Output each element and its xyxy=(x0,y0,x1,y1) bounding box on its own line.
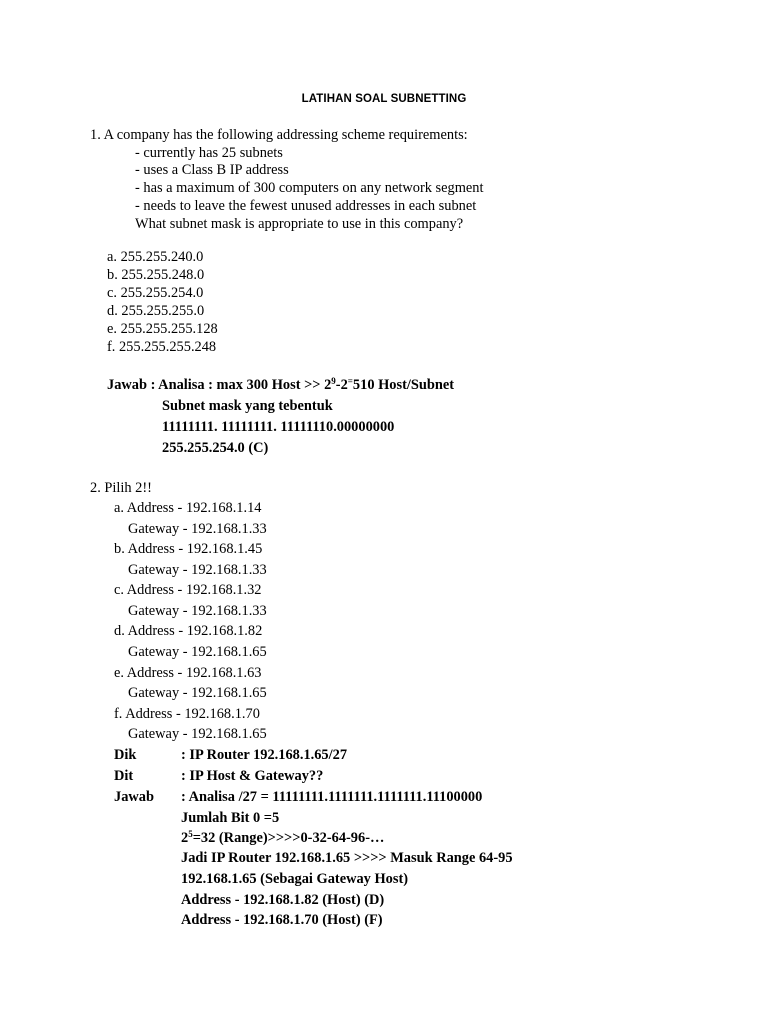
q1-option: a. 255.255.240.0 xyxy=(107,249,204,265)
q2-dit-label: Dit xyxy=(114,768,134,784)
q1-answer-exp2: = xyxy=(347,376,353,386)
q1-requirement: - uses a Class B IP address xyxy=(135,162,289,178)
q1-answer-exp1: 9 xyxy=(331,376,336,386)
q2-dik-label: Dik xyxy=(114,747,137,763)
q1-answer-mid: -2 xyxy=(335,377,348,393)
q2-gateway-host: 192.168.1.65 (Sebagai Gateway Host) xyxy=(181,871,409,887)
q2-option-address: a. Address - 192.168.1.14 xyxy=(114,500,262,516)
q2-option-address: d. Address - 192.168.1.82 xyxy=(114,623,263,639)
q1-option: b. 255.255.248.0 xyxy=(107,267,205,283)
q2-range-line xyxy=(181,829,384,847)
q2-option-address: f. Address - 192.168.1.70 xyxy=(114,706,260,722)
q2-dit-value: : IP Host & Gateway?? xyxy=(181,768,324,784)
q2-option-gateway: Gateway - 192.168.1.65 xyxy=(128,644,267,660)
q2-range-rest: =32 (Range)>>>>0-32-64-96-… xyxy=(192,830,385,846)
q2-jawab-label: Jawab xyxy=(114,789,154,805)
q2-option-address: e. Address - 192.168.1.63 xyxy=(114,665,262,681)
q2-jawab-value: : Analisa /27 = 11111111.1111111.1111111.11100000 xyxy=(181,789,483,805)
q2-option-gateway: Gateway - 192.168.1.33 xyxy=(128,562,267,578)
q1-prompt: What subnet mask is appropriate to use in this company? xyxy=(135,216,464,232)
q1-option: f. 255.255.255.248 xyxy=(107,339,217,355)
q1-option: c. 255.255.254.0 xyxy=(107,285,204,301)
q2-host-d: Address - 192.168.1.82 (Host) (D) xyxy=(181,892,385,908)
q2-option-address: c. Address - 192.168.1.32 xyxy=(114,582,262,598)
q1-answer-prefix: Jawab : Analisa : max 300 Host >> 2 xyxy=(107,377,332,393)
q2-range-base: 2 xyxy=(181,830,189,846)
q2-range-exp: 5 xyxy=(188,829,193,839)
q1-option: e. 255.255.255.128 xyxy=(107,321,218,337)
q1-answer-line xyxy=(107,376,454,394)
q1-answer-suffix: 510 Host/Subnet xyxy=(352,377,455,393)
q1-answer-binary: 11111111. 11111111. 11111110.00000000 xyxy=(162,419,395,435)
page-title: LATIHAN SOAL SUBNETTING xyxy=(301,93,467,105)
q1-answer-mask: 255.255.254.0 (C) xyxy=(162,440,269,456)
q1-question: 1. A company has the following addressing scheme requirements: xyxy=(90,127,468,143)
q2-option-gateway: Gateway - 192.168.1.65 xyxy=(128,685,267,701)
q1-option: d. 255.255.255.0 xyxy=(107,303,205,319)
q1-requirement: - needs to leave the fewest unused addresses in each subnet xyxy=(135,198,477,214)
q2-option-gateway: Gateway - 192.168.1.65 xyxy=(128,726,267,742)
q1-answer-subnet-label: Subnet mask yang tebentuk xyxy=(162,398,333,414)
q1-requirement: - currently has 25 subnets xyxy=(135,145,283,161)
q1-requirement: - has a maximum of 300 computers on any network segment xyxy=(135,180,484,196)
q2-option-address: b. Address - 192.168.1.45 xyxy=(114,541,263,557)
q2-host-f: Address - 192.168.1.70 (Host) (F) xyxy=(181,912,383,928)
q2-dik-value: : IP Router 192.168.1.65/27 xyxy=(181,747,348,763)
q2-option-gateway: Gateway - 192.168.1.33 xyxy=(128,521,267,537)
q2-option-gateway: Gateway - 192.168.1.33 xyxy=(128,603,267,619)
q2-question: 2. Pilih 2!! xyxy=(90,480,152,496)
q2-jumlah-bit: Jumlah Bit 0 =5 xyxy=(181,810,280,826)
q2-jadi: Jadi IP Router 192.168.1.65 >>>> Masuk Range 64-95 xyxy=(181,850,513,866)
